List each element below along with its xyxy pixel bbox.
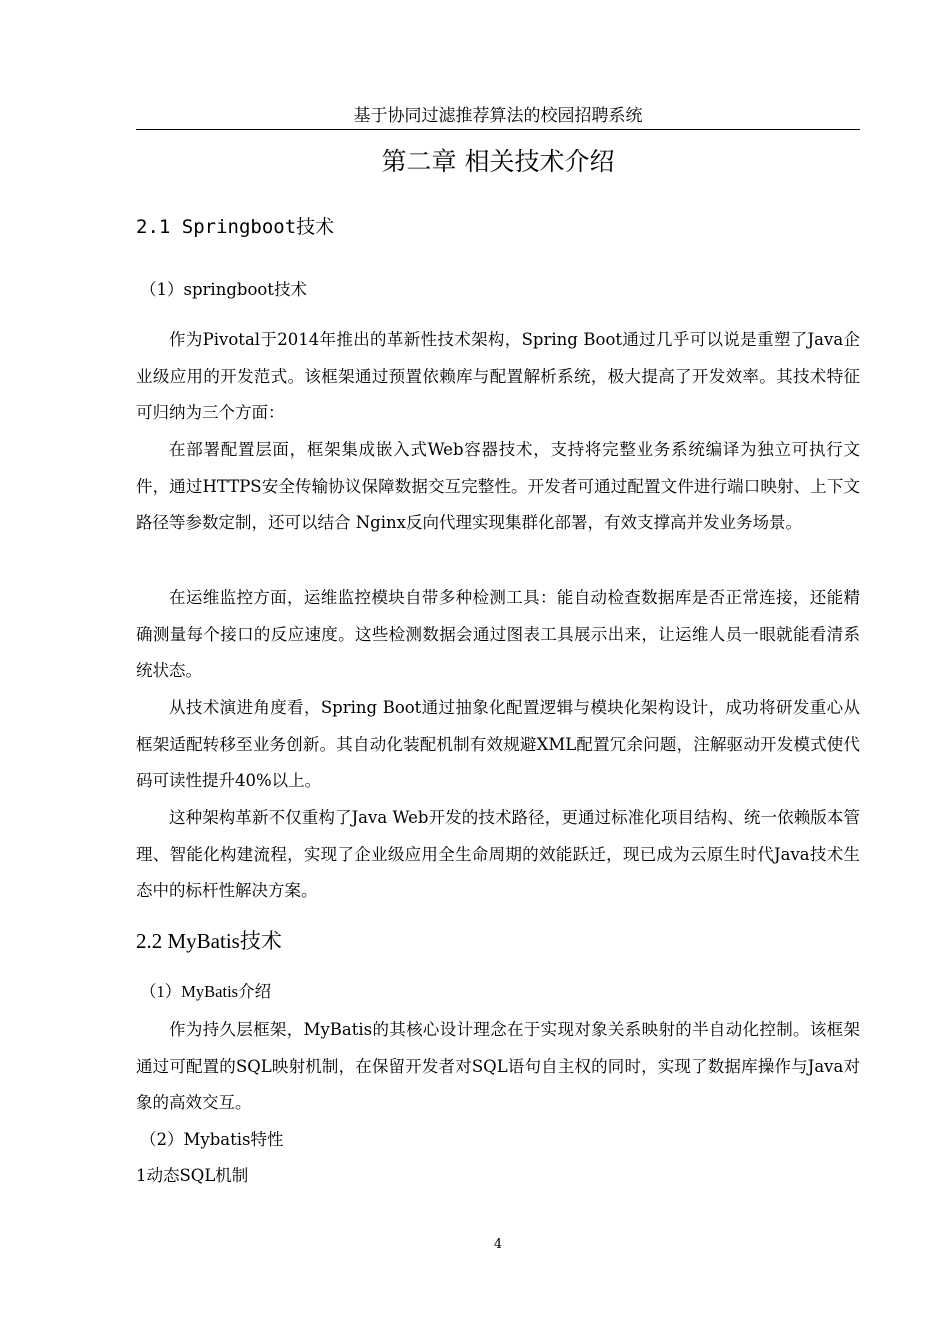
section-heading-2-2: 2.2 MyBatis技术 — [136, 929, 282, 953]
paragraph: 从技术演进角度看，Spring Boot通过抽象化配置逻辑与模块化架构设计，成功将研发重心从框架适配转移至业务创新。其自动化装配机制有效规避XML配置冗余问题，注解驱动开发模式使代码可读性提升40%以上。 — [136, 698, 860, 791]
list-item-dynamic-sql: 1动态SQL机制 — [136, 1166, 249, 1185]
page-number: 4 — [493, 1237, 503, 1252]
section-heading-2-1: 2.1 Springboot技术 — [136, 216, 335, 238]
subheading-mybatis-features: （2）Mybatis特性 — [140, 1130, 284, 1149]
paragraph: 在部署配置层面，框架集成嵌入式Web容器技术，支持将完整业务系统编译为独立可执行文件，通过HTTPS安全传输协议保障数据交互完整性。开发者可通过配置文件进行端口映射、上下文路径等参数定制，还可以结合 Nginx反向代理实现集群化部署，有效支撑高并发业务场景。 — [136, 440, 860, 533]
subheading-mybatis-intro: （1）MyBatis介绍 — [140, 982, 272, 1001]
paragraph: 在运维监控方面，运维监控模块自带多种检测工具：能自动检查数据库是否正常连接，还能精确测量每个接口的反应速度。这些检测数据会通过图表工具展示出来，让运维人员一眼就能看清系统状态。 — [136, 588, 860, 681]
chapter-title: 第二章 相关技术介绍 — [381, 147, 615, 176]
running-header: 基于协同过滤推荐算法的校园招聘系统 — [353, 106, 643, 126]
paragraph: 作为Pivotal于2014年推出的革新性技术架构，Spring Boot通过几乎可以说是重塑了Java企业级应用的开发范式。该框架通过预置依赖库与配置解析系统，极大提高了开发效率。其技术特征可归纳为三个方面： — [136, 330, 860, 423]
paragraph: 这种架构革新不仅重构了Java Web开发的技术路径，更通过标准化项目结构、统一依赖版本管理、智能化构建流程，实现了企业级应用全生命周期的效能跃迁，现已成为云原生时代Java技术生态中的标杆性解决方案。 — [136, 808, 860, 901]
header-divider — [136, 129, 860, 130]
paragraph: 作为持久层框架，MyBatis的其核心设计理念在于实现对象关系映射的半自动化控制。该框架通过可配置的SQL映射机制，在保留开发者对SQL语句自主权的同时，实现了数据库操作与Java对象的高效交互。 — [136, 1020, 860, 1113]
subheading-springboot: （1）springboot技术 — [140, 280, 307, 299]
